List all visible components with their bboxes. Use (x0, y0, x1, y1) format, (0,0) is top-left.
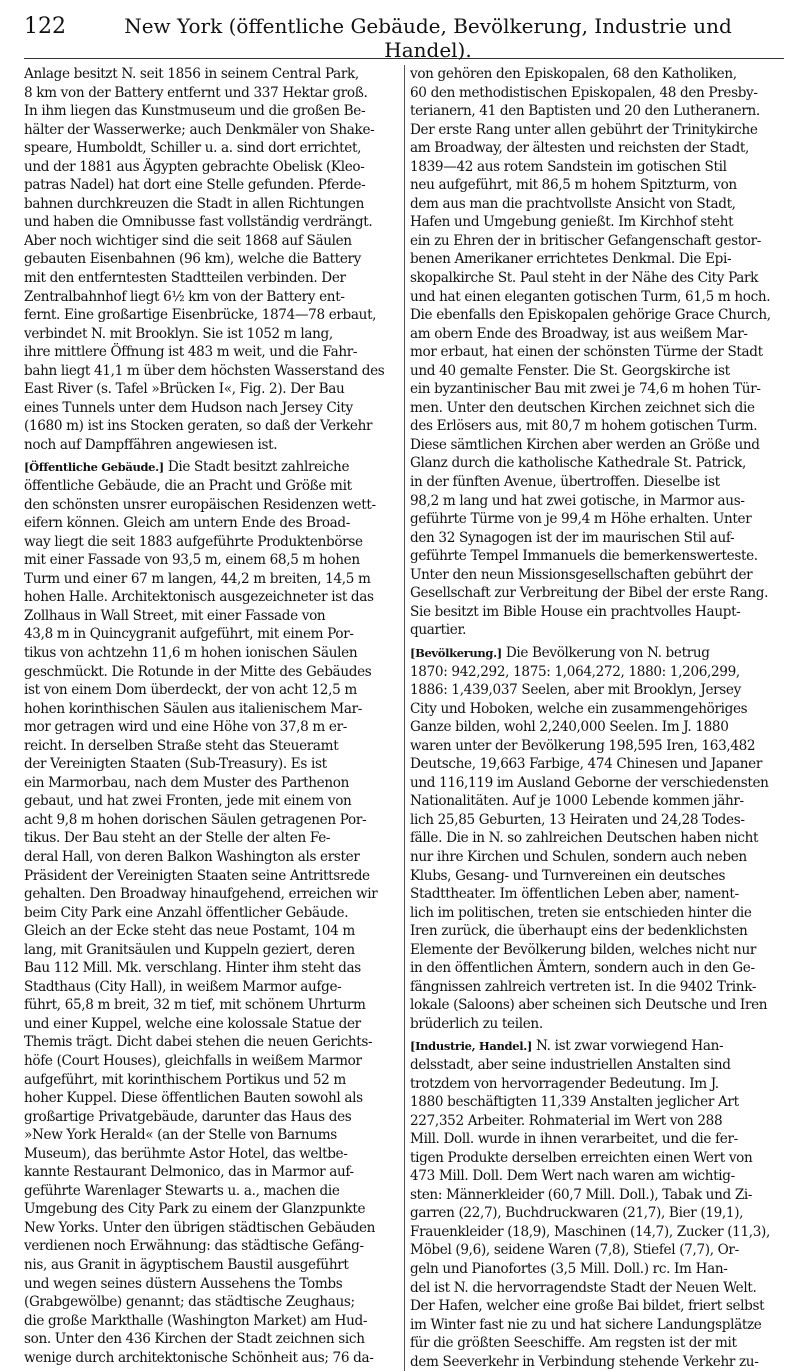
text-line: Gesellschaft zur Verbreitung der Bibel der erste Rang. (410, 585, 769, 602)
text-line: am Broadway, der ältesten und reichsten der Stadt, (410, 140, 749, 157)
text-line: mit den entferntesten Stadtteilen verbinden. Der (24, 270, 346, 287)
text-line: Möbel (9,6), seidene Waren (7,8), Stiefel (7,7), Or- (410, 1242, 739, 1259)
text-line: del ist N. die hervorragendste Stadt der Neuen Welt. (410, 1279, 757, 1296)
text-line: New Yorks. Unter den übrigen städtischen Gebäuden (24, 1219, 376, 1236)
line-text: Die Stadt besitzt zahlreiche (163, 459, 350, 476)
text-line: bahnen durchkreuzen die Stadt in allen Richtungen (24, 195, 364, 212)
text-line: Bau 112 Mill. Mk. verschlang. Hinter ihm steht das (24, 960, 361, 977)
text-line: delsstadt, aber seine industriellen Anstalten sind (410, 1056, 731, 1073)
text-line: und hat einen eleganten gotischen Turm, 61,5 m hoch. (410, 288, 771, 305)
text-line: dem aus man die prachtvollste Ansicht von Stadt, (410, 195, 736, 212)
text-line: Stadthaus (City Hall), in weißem Marmor aufge- (24, 978, 342, 995)
text-line: Präsident der Vereinigten Staaten seine Antrittsrede (24, 867, 370, 884)
text-line: eines Tunnels unter dem Hudson nach Jersey City (24, 399, 353, 416)
text-line: terianern, 41 den Baptisten und 20 den Lutheranern. (410, 103, 760, 120)
text-line: quartier. (410, 622, 467, 639)
text-line: 60 den methodistischen Episkopalen, 48 den Presby- (410, 84, 758, 101)
text-line: tikus von achtzehn 11,6 m hohen ionischen Säulen (24, 644, 358, 661)
text-line: Die ebenfalls den Episkopalen gehörige Grace Church, (410, 307, 771, 324)
text-line: großartige Privatgebäude, darunter das Haus des (24, 1108, 352, 1125)
text-line: lich 25,85 Geburten, 13 Heiraten und 24,28 Todes- (410, 811, 745, 828)
text-line: Nationalitäten. Auf je 1000 Lebende kommen jähr- (410, 793, 744, 810)
text-line: ihre mittlere Öffnung ist 483 m weit, und die Fahr- (24, 344, 358, 361)
text-line: nur ihre Kirchen und Schulen, sondern auch neben (410, 848, 747, 865)
text-line: men. Unter den deutschen Kirchen zeichnet sich die (410, 399, 755, 416)
text-line: geschmückt. Die Rotunde in der Mitte des Gebäudes (24, 663, 372, 680)
text-line: trotzdem von hervorragender Bedeutung. Im J. (410, 1075, 719, 1092)
text-line: noch auf Dampffähren angewiesen ist. (24, 436, 278, 453)
text-line: den schönsten unsrer europäischen Residenzen wett- (24, 496, 376, 513)
right-column (408, 65, 784, 1371)
text-line: fälle. Die in N. so zahlreichen Deutschen haben nicht (410, 830, 759, 847)
text-line: garren (22,7), Buchdruckwaren (21,7), Bier (19,1), (410, 1205, 744, 1222)
text-line: und 116,119 im Ausland Geborne der verschiedensten (410, 774, 769, 791)
text-line: Umgebung des City Park zu einem der Glanzpunkte (24, 1201, 366, 1218)
text-line: Zollhaus in Wall Street, mit einer Fassade von (24, 607, 326, 624)
text-line: lokale (Saloons) aber scheinen sich Deutsche und Iren (410, 997, 768, 1014)
text-line: hohen Halle. Architektonisch ausgezeichneter ist das (24, 589, 374, 606)
text-line: die große Markthalle (Washington Market) am Hud- (24, 1312, 368, 1329)
text-line: »New York Herald« (an der Stelle von Barnums (24, 1127, 337, 1144)
text-line: reicht. In derselben Straße steht das Steueramt (24, 737, 339, 754)
text-line: Unter den neun Missionsgesellschaften gebührt der (410, 566, 753, 583)
text-line: und einer Kuppel, welche eine kolossale Statue der (24, 1015, 361, 1032)
text-line: (Grabgewölbe) genannt; das städtische Zeughaus; (24, 1294, 355, 1311)
text-line: gehalten. Den Broadway hinaufgehend, erreichen wir (24, 886, 378, 903)
text-line: verbindet N. mit Brooklyn. Sie ist 1052 m lang, (24, 325, 333, 342)
text-line: skopalkirche St. Paul steht in der Nähe des City Park (410, 270, 759, 287)
text-line: tigen Produkte derselben erreichten einen Wert von (410, 1149, 753, 1166)
text-line: geführte Tempel Immanuels die bemerkenswerteste. (410, 548, 758, 565)
text-line: wenige durch architektonische Schönheit aus; 76 da- (24, 1349, 374, 1366)
text-line: 473 Mill. Doll. Dem Wert nach waren am wichtig- (410, 1168, 735, 1185)
text-line: im Winter fast nie zu und hat sichere Landungsplätze (410, 1316, 762, 1333)
text-line: in den öffentlichen Ämtern, sondern auch in den Ge- (410, 960, 755, 977)
text-line: ist von einem Dom überdeckt, der von acht 12,5 m (24, 682, 357, 699)
text-line: dem Seeverkehr in Verbindung stehende Verkehr zu- (410, 1353, 759, 1370)
text-line: mit einer Fassade von 93,5 m, einem 68,5 m hohen (24, 552, 360, 569)
text-line: mor getragen wird und eine Höhe von 37,8 m er- (24, 719, 348, 736)
text-columns (24, 65, 784, 1371)
text-line: höfe (Court Houses), gleichfalls in weißem Marmor (24, 1052, 362, 1069)
text-line: Der Hafen, welcher eine große Bai bildet, friert selbst (410, 1298, 765, 1315)
line-text: N. ist zwar vorwiegend Han- (531, 1038, 724, 1055)
text-line: Ganze bilden, wohl 2,240,000 Seelen. Im J. 1880 (410, 719, 729, 736)
text-line: Frauenkleider (18,9), Maschinen (14,7), Zucker (11,3), (410, 1223, 770, 1240)
text-line: der Vereinigten Staaten (Sub-Treasury). Es ist (24, 756, 327, 773)
section-label: [Öffentliche Gebäude.] (24, 460, 164, 475)
text-line: (1680 m) ist ins Stocken geraten, so daß der Verkehr (24, 418, 373, 435)
text-line: patras Nadel) hat dort eine Stelle gefunden. Pferde- (24, 177, 366, 194)
text-line (410, 644, 784, 663)
text-line: bahn liegt 41,1 m über dem höchsten Wasserstand des (24, 362, 385, 379)
text-line: 1886: 1,439,037 Seelen, aber mit Brooklyn, Jersey (410, 682, 741, 699)
text-line: verdienen noch Erwähnung: das städtische Gefäng- (24, 1238, 364, 1255)
text-line: fängnissen zahlreich vertreten ist. In die 9402 Trink- (410, 978, 757, 995)
text-line: Hafen und Umgebung genießt. Im Kirchhof steht (410, 214, 734, 231)
text-line: sten: Männerkleider (60,7 Mill. Doll.), Tabak und Zi- (410, 1186, 753, 1203)
section-label: [Industrie, Handel.] (410, 1039, 532, 1054)
text-line: von gehören den Episkopalen, 68 den Katholiken, (410, 66, 737, 82)
text-line: 43,8 m in Quincygranit aufgeführt, mit einem Por- (24, 626, 354, 643)
text-line: mor erbaut, hat einen der schönsten Türme der Stadt (410, 344, 763, 361)
text-line: way liegt die seit 1883 aufgeführte Produktenbörse (24, 533, 363, 550)
text-line: für die größten Seeschiffe. Am regsten ist der mit (410, 1335, 737, 1352)
text-line: Mill. Doll. wurde in ihnen verarbeitet, und die fer- (410, 1131, 738, 1148)
text-line: City und Hoboken, welche ein zusammengehöriges (410, 700, 748, 717)
text-line: 98,2 m lang und hat zwei gotische, in Marmor aus- (410, 492, 745, 509)
section-label: [Bevölkerung.] (410, 645, 502, 660)
line-text: Die Bevölkerung von N. betrug (501, 644, 710, 661)
text-line: geführte Türme von je 99,4 m Höhe erhalten. Unter (410, 511, 752, 528)
text-line: öffentliche Gebäude, die an Pracht und Größe mit (24, 478, 352, 495)
text-line: lang, mit Granitsäulen und Kuppeln geziert, deren (24, 941, 355, 958)
text-line: tikus. Der Bau steht an der Stelle der alten Fe- (24, 830, 331, 847)
text-line: Deutsche, 19,663 Farbige, 474 Chinesen und Japaner (410, 756, 762, 773)
text-line: am obern Ende des Broadway, ist aus weißem Mar- (410, 325, 748, 342)
text-line: ein byzantinischer Bau mit zwei je 74,6 m hohen Tür- (410, 381, 761, 398)
text-line: gebauten Eisenbahnen (96 km), welche die Battery (24, 251, 361, 268)
text-line: Der erste Rang unter allen gebührt der Trinitykirche (410, 121, 758, 138)
text-line: In ihm liegen das Kunstmuseum und die großen Be- (24, 103, 366, 120)
text-line: brüderlich zu teilen. (410, 1015, 543, 1032)
text-line: und der 1881 aus Ägypten gebrachte Obelisk (Kleo- (24, 158, 365, 175)
running-title: New York (öffentliche Gebäude, Bevölkerung, Industrie und Handel). (124, 14, 732, 62)
text-line: son. Unter den 436 Kirchen der Stadt zeichnen sich (24, 1331, 365, 1348)
text-line: ein Marmorbau, nach dem Muster des Parthenon (24, 774, 349, 791)
text-line: Themis trägt. Dicht dabei stehen die neuen Gerichts- (24, 1034, 373, 1051)
text-line: hohen korinthischen Säulen aus italienischem Mar- (24, 700, 362, 717)
text-line: Gleich an der Ecke steht das neue Postamt, 104 m (24, 923, 355, 940)
text-line: in der fünften Avenue, übertroffen. Dieselbe ist (410, 474, 720, 491)
text-line: aufgeführt, mit korinthischem Portikus und 52 m (24, 1071, 346, 1088)
text-line: benen Amerikaner errichtetes Denkmal. Die Epi- (410, 251, 732, 268)
text-line: 1839—42 aus rotem Sandstein im gotischen Stil (410, 158, 727, 175)
text-line: lich im politischen, treten sie entschieden hinter die (410, 904, 752, 921)
text-line: Stadttheater. Im öffentlichen Leben aber, nament- (410, 886, 739, 903)
text-line: ein zu Ehren der in britischer Gefangenschaft gestor- (410, 232, 762, 249)
text-line: 1880 beschäftigten 11,339 Anstalten jeglicher Art (410, 1094, 739, 1111)
text-line (24, 458, 398, 477)
text-line: fernt. Eine großartige Eisenbrücke, 1874—78 erbaut, (24, 307, 377, 324)
text-line: kannte Restaurant Delmonico, das in Marmor auf- (24, 1164, 354, 1181)
text-line: Iren zurück, die überhaupt eins der bedenklichsten (410, 923, 748, 940)
text-line: Museum), das berühmte Astor Hotel, das weltbe- (24, 1145, 348, 1162)
text-line: Aber noch wichtiger sind die seit 1868 auf Säulen (24, 232, 352, 249)
text-line: Klubs, Gesang- und Turnvereinen ein deutsches (410, 867, 726, 884)
text-line: acht 9,8 m hohen dorischen Säulen getragenen Por- (24, 811, 367, 828)
text-line: nis, aus Granit in ägyptischem Baustil ausgeführt (24, 1257, 349, 1273)
text-line: hoher Kuppel. Diese öffentlichen Bauten sowohl als (24, 1090, 363, 1107)
text-line: des Erlösers aus, mit 80,7 m hohem gotischen Turm. (410, 418, 758, 435)
left-column (24, 65, 405, 1371)
text-line: eifern können. Gleich am untern Ende des Broad- (24, 515, 351, 532)
text-line: und 40 gemalte Fenster. Die St. Georgskirche ist (410, 362, 730, 379)
text-line: deral Hall, von deren Balkon Washington als erster (24, 848, 360, 865)
text-line: gebaut, und hat zwei Fronten, jede mit einem von (24, 793, 352, 810)
text-line: Diese sämtlichen Kirchen aber werden an Größe und (410, 436, 760, 453)
text-line: geln und Pianofortes (3,5 Mill. Doll.) rc. Im Han- (410, 1261, 728, 1277)
text-line: 8 km von der Battery entfernt und 337 Hektar groß. (24, 84, 368, 101)
text-line: hälter der Wasserwerke; auch Denkmäler von Shake- (24, 121, 375, 138)
text-line: East River (s. Tafel »Brücken I«, Fig. 2). Der Bau (24, 381, 345, 398)
text-line: Glanz durch die katholische Kathedrale St. Patrick, (410, 455, 746, 472)
text-line (410, 1037, 784, 1056)
text-line: neu aufgeführt, mit 86,5 m hohem Spitzturm, von (410, 177, 737, 194)
text-line: geführte Warenlager Stewarts u. a., machen die (24, 1182, 340, 1199)
text-line: beim City Park eine Anzahl öffentlicher Gebäude. (24, 904, 349, 921)
text-line: Turm und einer 67 m langen, 44,2 m breiten, 14,5 m (24, 570, 371, 587)
text-line: den 32 Synagogen ist der im maurischen Stil auf- (410, 529, 735, 546)
text-line: 1870: 942,292, 1875: 1,064,272, 1880: 1,206,299, (410, 663, 740, 680)
text-line: Zentralbahnhof liegt 6½ km von der Battery ent- (24, 288, 345, 305)
page-number: 122 (24, 14, 66, 39)
text-line: 227,352 Arbeiter. Rohmaterial im Wert von 288 (410, 1112, 723, 1129)
text-line: Elemente der Bevölkerung bilden, welches nicht nur (410, 941, 757, 958)
text-line: waren unter der Bevölkerung 198,595 Iren, 163,482 (410, 737, 756, 754)
text-line: und haben die Omnibusse fast vollständig verdrängt. (24, 214, 373, 231)
text-line: und wegen seines düstern Aussehens the Tombs (24, 1275, 343, 1292)
text-line: Sie besitzt im Bible House ein prachtvolles Haupt- (410, 603, 741, 620)
text-line: führt, 65,8 m breit, 32 m tief, mit schönem Uhrturm (24, 997, 366, 1014)
page-header (24, 14, 784, 62)
text-line: speare, Humboldt, Schiller u. a. sind dort errichtet, (24, 140, 362, 157)
text-line: Anlage besitzt N. seit 1856 in seinem Central Park, (24, 66, 359, 82)
